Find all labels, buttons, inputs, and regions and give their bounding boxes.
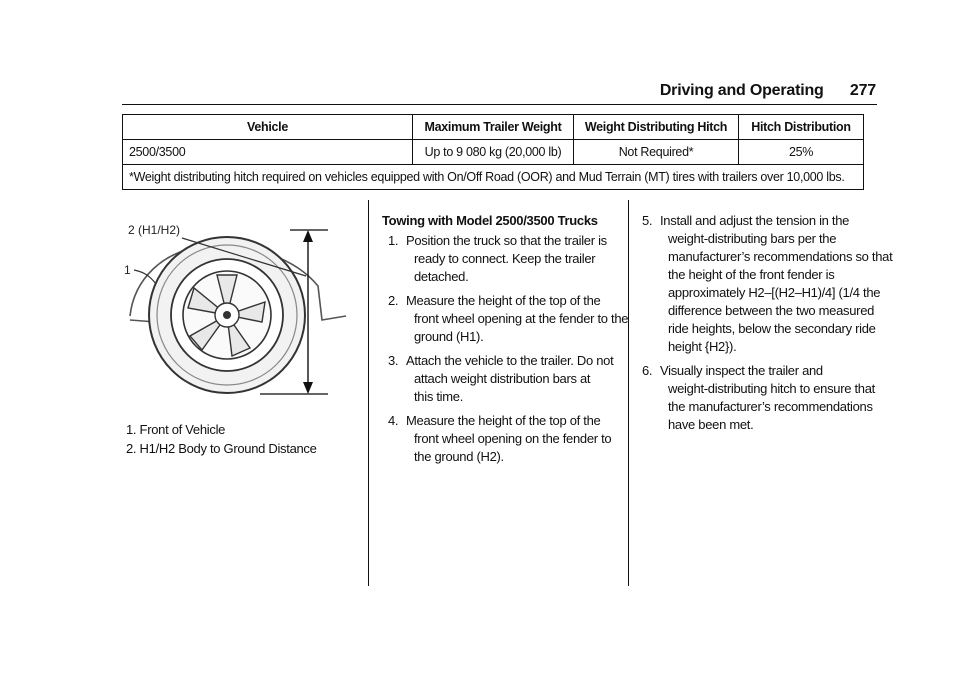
- page-header: [0, 82, 876, 100]
- hub-center: [223, 311, 231, 319]
- table-footnote-row: [123, 165, 864, 190]
- table-cell: 25%: [739, 140, 864, 165]
- list-item: 6. Visually inspect the trailer and weight-distributing hitch to ensure that the manufacturer’s recommendations have been met.: [642, 363, 875, 432]
- figure-caption: [126, 420, 317, 458]
- column-divider: [368, 200, 369, 586]
- list-item: 5. Install and adjust the tension in the weight-distributing bars per the manufacturer’s recommendations so that the height of the front fender is approximately H2–[(H2–H1)/4] (1/4 the difference between the two measured ride heights, below the secondary ride height {H2}).: [642, 213, 893, 354]
- section-heading: Towing with Model 2500/3500 Trucks: [382, 213, 598, 228]
- arrow-head-top: [303, 230, 313, 242]
- table-cell: Up to 9 080 kg (20,000 lb): [413, 140, 574, 165]
- column-divider: [628, 200, 629, 586]
- callout-1-label: 1: [124, 263, 131, 277]
- caption-item: 1. Front of Vehicle: [126, 422, 226, 437]
- list-item: 1. Position the truck so that the trailer is ready to connect. Keep the trailer detached.: [388, 233, 607, 284]
- table-footnote: *Weight distributing hitch required on vehicles equipped with On/Off Road (OOR) and Mud Terrain (MT) tires with trailers over 10,000 lbs.: [123, 165, 864, 190]
- right-column: [642, 212, 893, 440]
- table-header-cell: Vehicle: [123, 115, 413, 140]
- caption-item: 2. H1/H2 Body to Ground Distance: [126, 441, 317, 456]
- table-header-cell: Hitch Distribution: [739, 115, 864, 140]
- section-title: Driving and Operating: [659, 82, 824, 99]
- table-cell: Not Required*: [574, 140, 739, 165]
- wheel-height-figure: [122, 220, 348, 400]
- page-number: 277: [849, 82, 876, 99]
- middle-column: [382, 212, 629, 472]
- callout-2-label: 2 (H1/H2): [128, 223, 181, 237]
- table-cell: 2500/3500: [123, 140, 413, 165]
- arrow-head-bottom: [303, 382, 313, 394]
- table-header-cell: Weight Distributing Hitch: [574, 115, 739, 140]
- list-item: 2. Measure the height of the top of the front wheel opening at the fender to the ground (H1).: [388, 293, 629, 344]
- table-row: [123, 140, 864, 165]
- trailer-spec-table: [122, 114, 864, 190]
- list-item: 4. Measure the height of the top of the front wheel opening on the fender to the ground (H2).: [388, 413, 612, 464]
- list-item: 3. Attach the vehicle to the trailer. Do not attach weight distribution bars at this time.: [388, 353, 614, 404]
- table-header-row: [123, 115, 864, 140]
- table-header-cell: Maximum Trailer Weight: [413, 115, 574, 140]
- header-rule: [122, 104, 877, 105]
